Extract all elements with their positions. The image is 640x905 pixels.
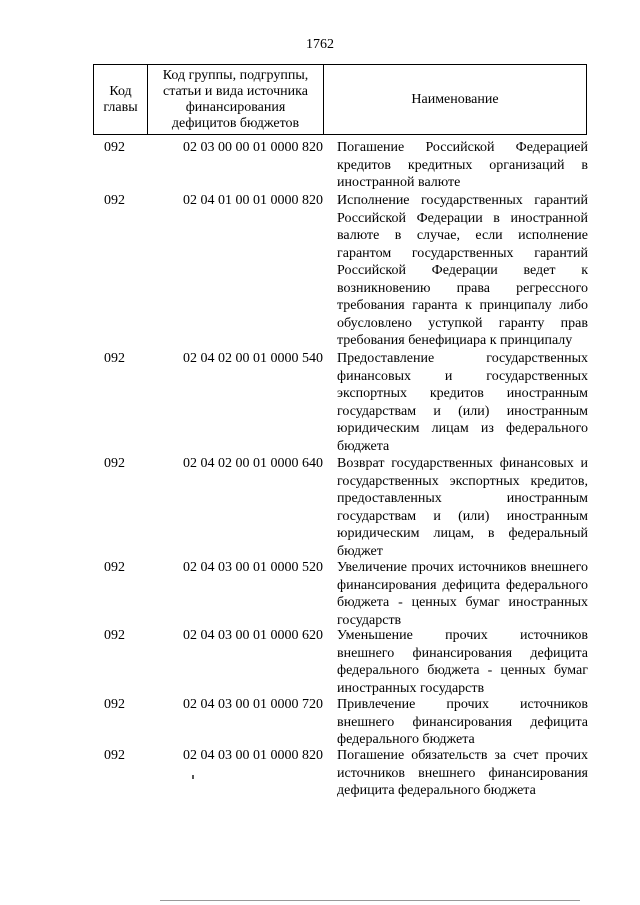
scan-mark: [192, 775, 194, 779]
chapter-code: 092: [104, 351, 125, 366]
source-code: 02 04 03 00 01 0000 520: [183, 560, 323, 575]
item-name: Погашение Российской Федерацией кредитов кредитных организаций в иностранной валюте: [337, 140, 588, 190]
item-name: Погашение обязательств за счет прочих источников внешнего финансирования дефицита федерального бюджета: [337, 748, 588, 798]
chapter-code: 092: [104, 697, 125, 712]
item-name: Уменьшение прочих источников внешнего финансирования дефицита федерального бюджета - ценных бумаг иностранных государств: [337, 628, 588, 696]
page-edge-line: [160, 900, 580, 901]
source-code: 02 04 03 00 01 0000 820: [183, 748, 323, 763]
chapter-code: 092: [104, 560, 125, 575]
source-code: 02 04 02 00 01 0000 640: [183, 456, 323, 471]
page-number: 1762: [306, 37, 334, 52]
source-code: 02 04 02 00 01 0000 540: [183, 351, 323, 366]
item-name: Возврат государственных финансовых и государственных экспортных кредитов, предоставленных иностранным государствам и (или) иностранным юридическим лицам, в федеральный бюджет: [337, 456, 588, 559]
source-code: 02 04 01 00 01 0000 820: [183, 193, 323, 208]
header-name: Наименование: [411, 91, 499, 107]
chapter-code: 092: [104, 456, 125, 471]
chapter-code: 092: [104, 140, 125, 155]
source-code: 02 03 00 00 01 0000 820: [183, 140, 323, 155]
chapter-code: 092: [104, 628, 125, 643]
table-header: [93, 64, 587, 135]
chapter-code: 092: [104, 193, 125, 208]
source-code: 02 04 03 00 01 0000 620: [183, 628, 323, 643]
item-name: Увеличение прочих источников внешнего финансирования дефицита федерального бюджета - ценных бумаг иностранных государств: [337, 560, 588, 628]
item-name: Исполнение государственных гарантий Российской Федерации в иностранной валюте в случае, если исполнение гарантом государственных гарантий Российской Федерации ведет к возникновению права регрессного требования гаранта к принципалу либо обусловлено уступкой гаранту прав требования бенефициара к принципалу: [337, 193, 588, 348]
header-chapter-code: Код главы: [103, 83, 138, 115]
chapter-code: 092: [104, 748, 125, 763]
source-code: 02 04 03 00 01 0000 720: [183, 697, 323, 712]
item-name: Предоставление государственных финансовых и государственных экспортных кредитов иностранным государствам и (или) иностранным юридическим лицам из федерального бюджета: [337, 351, 588, 454]
header-source-code: Код группы, подгруппы, статьи и вида источника финансирования дефицитов бюджетов: [162, 67, 309, 131]
item-name: Привлечение прочих источников внешнего финансирования дефицита федерального бюджета: [337, 697, 588, 747]
